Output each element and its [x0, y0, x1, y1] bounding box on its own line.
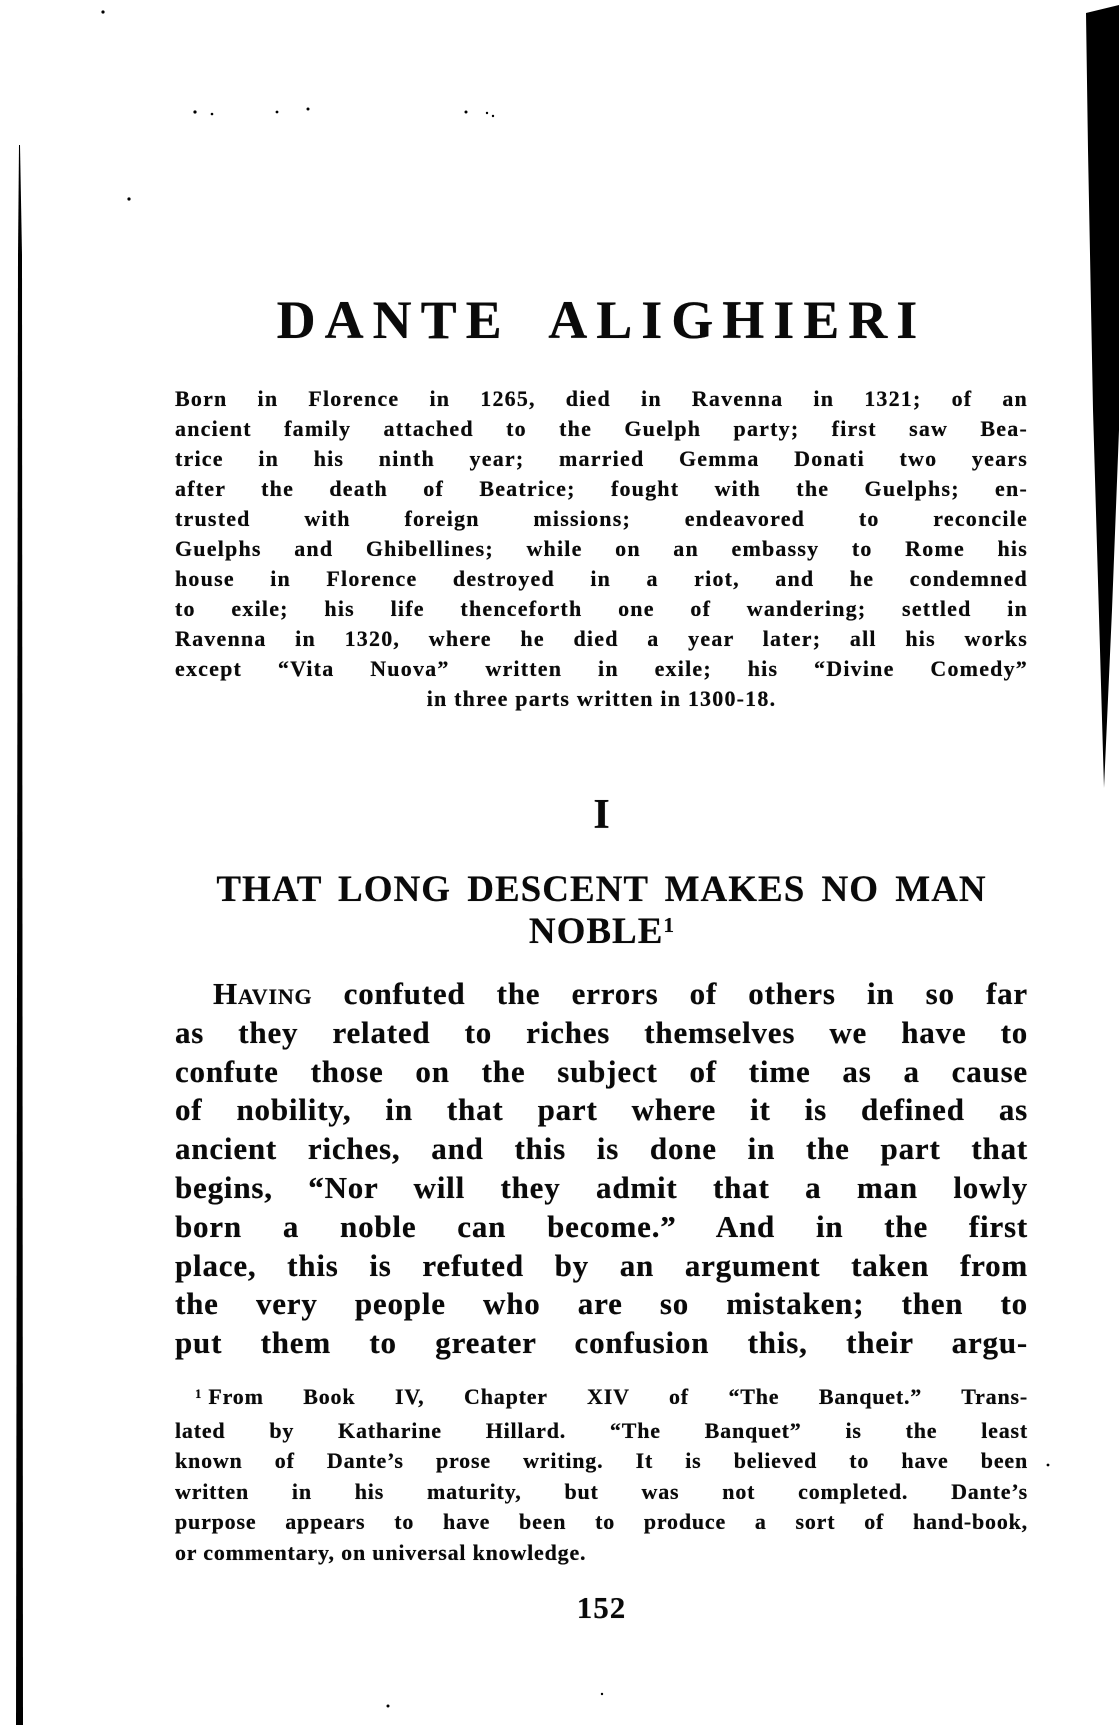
bio-last-line: in three parts written in 1300-18. — [426, 686, 777, 711]
author-title: DANTE ALIGHIERI — [276, 290, 927, 350]
text-line: the very people who are so mistaken; then to — [175, 1286, 1028, 1322]
text-line: purpose appears to have been to produce a sort of hand-book, — [175, 1509, 1028, 1534]
scan-speck — [486, 112, 488, 114]
footnote-first-line-rest: From Book IV, Chapter XIV of “The Banquet.” Trans- — [208, 1384, 1028, 1409]
scan-speck — [101, 10, 104, 13]
scan-speck — [307, 108, 310, 111]
page-number: 152 — [576, 1590, 627, 1625]
text-line: house in Florence destroyed in a riot, and he condemned — [175, 566, 1028, 591]
text-line: of nobility, in that part where it is defined as — [175, 1092, 1028, 1128]
body-lead-word: Having — [213, 976, 313, 1011]
text-line: begins, “Nor will they admit that a man lowly — [175, 1169, 1028, 1205]
body-lines — [175, 1014, 1028, 1363]
text-line: confute those on the subject of time as a cause — [175, 1053, 1028, 1089]
body-text — [175, 975, 1028, 1363]
scan-speck — [193, 110, 196, 113]
text-line: born a noble can become.” And in the first — [175, 1208, 1028, 1244]
text-line: trusted with foreign missions; endeavored to reconcile — [175, 506, 1028, 531]
scan-speck — [211, 113, 214, 116]
chapter-heading-line2 — [175, 911, 1028, 957]
body-first-line — [175, 975, 1028, 1014]
footnote-marker: 1 — [195, 1386, 202, 1401]
scan-speck — [387, 1705, 390, 1708]
text-line: as they related to riches themselves we have to — [175, 1014, 1028, 1050]
right-edge-shadow-bar — [1086, 5, 1119, 788]
footnote-first-line — [175, 1382, 1028, 1416]
scan-speck — [1047, 1464, 1050, 1467]
chapter-heading-line1: THAT LONG DESCENT MAKES NO MAN — [216, 869, 987, 910]
footnote-lines — [175, 1416, 1028, 1538]
bio-lines — [175, 384, 1028, 684]
text-line: known of Dante’s prose writing. It is believed to have been — [175, 1448, 1028, 1473]
text-line: after the death of Beatrice; fought with the Guelphs; en- — [175, 476, 1028, 501]
scan-speck — [465, 111, 468, 114]
left-margin-rule — [16, 145, 23, 1725]
text-line: trice in his ninth year; married Gemma Donati two years — [175, 446, 1028, 471]
text-line: written in his maturity, but was not completed. Dante’s — [175, 1478, 1028, 1504]
text-line: ancient family attached to the Guelph party; first saw Bea- — [175, 416, 1028, 441]
text-line: lated by Katharine Hillard. “The Banquet” is the least — [175, 1417, 1028, 1443]
footnote-reference-mark: 1 — [663, 913, 675, 938]
footnote — [175, 1382, 1028, 1568]
section-numeral: I — [593, 792, 610, 838]
text-line: except “Vita Nuova” written in exile; his “Divine Comedy” — [175, 656, 1028, 681]
footnote-last-line: or commentary, on universal knowledge. — [175, 1539, 587, 1565]
scan-speck — [276, 111, 279, 114]
text-line: Born in Florence in 1265, died in Ravenna in 1321; of an — [175, 386, 1028, 411]
scan-speck — [492, 115, 494, 117]
chapter-heading — [175, 869, 1028, 957]
text-line: to exile; his life thenceforth one of wandering; settled in — [175, 596, 1028, 621]
text-line: ancient riches, and this is done in the part that — [175, 1131, 1028, 1167]
text-line: place, this is refuted by an argument taken from — [175, 1247, 1028, 1283]
body-first-line-rest: confuted the errors of others in so far — [343, 976, 1028, 1011]
scan-speck — [127, 197, 130, 200]
text-line: Ravenna in 1320, where he died a year later; all his works — [175, 626, 1028, 651]
bio-paragraph — [175, 384, 1028, 714]
text-line: Guelphs and Ghibellines; while on an embassy to Rome his — [175, 536, 1028, 561]
scan-speck — [601, 1693, 603, 1695]
text-line: put them to greater confusion this, their argu- — [175, 1325, 1028, 1361]
chapter-heading-word: NOBLE — [528, 911, 664, 952]
